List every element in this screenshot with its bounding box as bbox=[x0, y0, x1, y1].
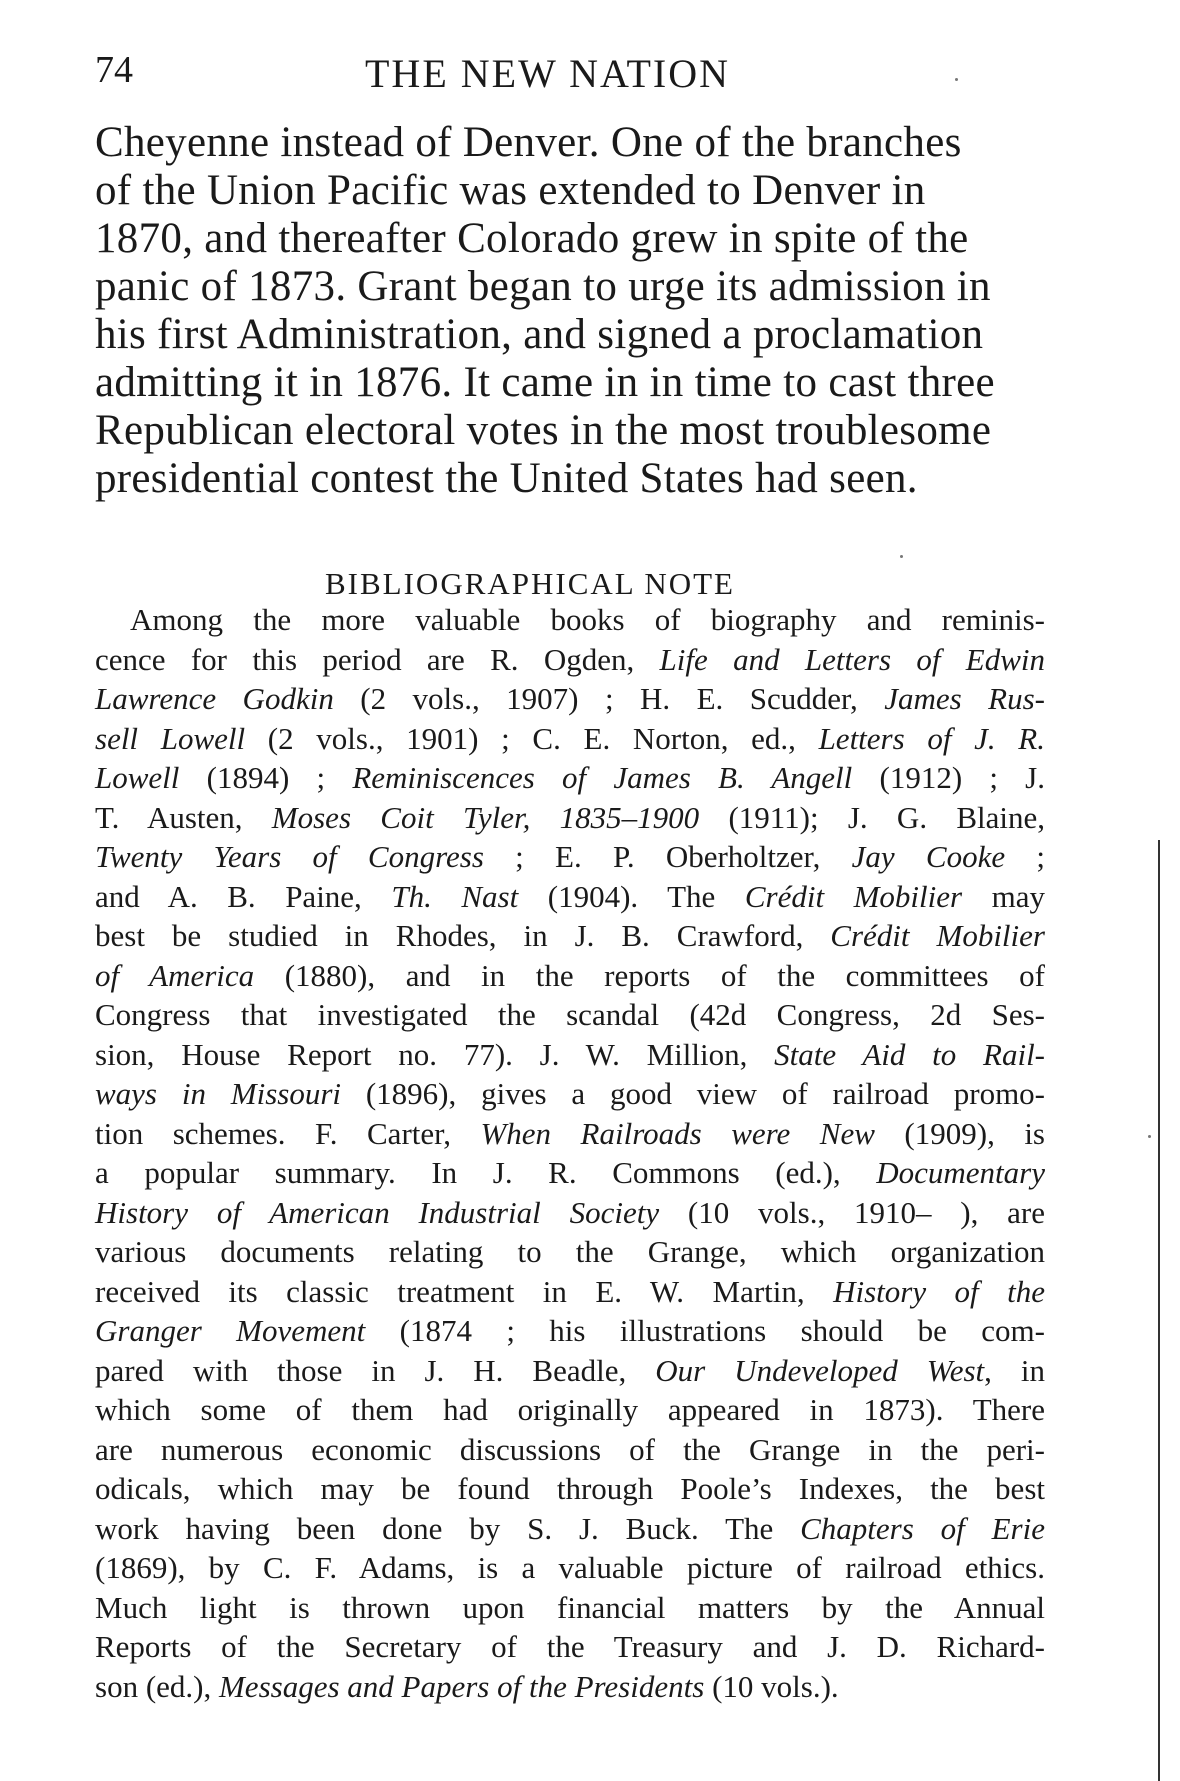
note-line: cence for this period are R. Ogden, Life and Letters of Edwin bbox=[95, 642, 1045, 677]
body-line: presidential contest the United States had seen. bbox=[95, 455, 918, 502]
note-line: History of American Industrial Society (10 vols., 1910– ), are bbox=[95, 1195, 1046, 1230]
note-line: ways in Missouri (1896), gives a good view of railroad promo- bbox=[95, 1076, 1046, 1111]
note-line: Twenty Years of Congress ; E. P. Oberholtzer, Jay Cooke ; bbox=[95, 839, 1046, 874]
note-line: received its classic treatment in E. W. Martin, History of the bbox=[95, 1274, 1045, 1309]
page-number: 74 bbox=[95, 49, 133, 91]
scan-speck bbox=[955, 78, 958, 81]
note-line: pared with those in J. H. Beadle, Our Undeveloped West, in bbox=[95, 1353, 1045, 1388]
note-line: Lowell (1894) ; Reminiscences of James B. Angell (1912) ; J. bbox=[95, 760, 1045, 795]
note-line: odicals, which may be found through Poole’s Indexes, the best bbox=[95, 1471, 1045, 1506]
scan-speck bbox=[900, 555, 903, 558]
note-line: work having been done by S. J. Buck. The Chapters of Erie bbox=[95, 1511, 1045, 1546]
note-line: sion, House Report no. 77). J. W. Million, State Aid to Rail- bbox=[95, 1037, 1046, 1072]
note-line: various documents relating to the Grange, which organization bbox=[95, 1234, 1045, 1269]
note-line: best be studied in Rhodes, in J. B. Crawford, Crédit Mobilier bbox=[95, 918, 1045, 953]
note-line: Reports of the Secretary of the Treasury and J. D. Richard- bbox=[95, 1629, 1045, 1664]
note-line: Lawrence Godkin (2 vols., 1907) ; H. E. Scudder, James Rus- bbox=[95, 681, 1046, 716]
body-line: Cheyenne instead of Denver. One of the branches bbox=[95, 119, 962, 166]
note-line: and A. B. Paine, Th. Nast (1904). The Crédit Mobilier may bbox=[95, 879, 1045, 914]
note-line: a popular summary. In J. R. Commons (ed.), Documentary bbox=[95, 1155, 1045, 1190]
note-line: Congress that investigated the scandal (42d Congress, 2d Ses- bbox=[95, 997, 1045, 1032]
note-line: tion schemes. F. Carter, When Railroads were New (1909), is bbox=[95, 1116, 1045, 1151]
note-line: which some of them had originally appeared in 1873). There bbox=[95, 1392, 1045, 1427]
body-line: his first Administration, and signed a proclamation bbox=[95, 311, 984, 358]
body-line: 1870, and thereafter Colorado grew in spite of the bbox=[95, 215, 969, 262]
scan-speck bbox=[1148, 1135, 1151, 1138]
body-line: panic of 1873. Grant began to urge its admission in bbox=[95, 263, 991, 310]
note-line: T. Austen, Moses Coit Tyler, 1835–1900 (1911); J. G. Blaine, bbox=[95, 800, 1046, 835]
note-line: sell Lowell (2 vols., 1901) ; C. E. Norton, ed., Letters of J. R. bbox=[95, 721, 1045, 756]
note-line: of America (1880), and in the reports of the committees of bbox=[95, 958, 1045, 993]
scan-edge-line bbox=[1158, 840, 1160, 1781]
body-line: Republican electoral votes in the most troublesome bbox=[95, 407, 992, 454]
note-line: Much light is thrown upon financial matters by the Annual bbox=[95, 1590, 1045, 1625]
body-line: of the Union Pacific was extended to Denver in bbox=[95, 167, 926, 214]
body-line: admitting it in 1876. It came in in time to cast three bbox=[95, 359, 995, 406]
note-heading: BIBLIOGRAPHICAL NOTE bbox=[325, 566, 735, 601]
note-line: Among the more valuable books of biography and reminis- bbox=[130, 602, 1045, 637]
note-line: son (ed.), Messages and Papers of the Presidents (10 vols.). bbox=[95, 1669, 839, 1704]
note-line: are numerous economic discussions of the Grange in the peri- bbox=[95, 1432, 1045, 1467]
running-title: THE NEW NATION bbox=[365, 51, 730, 96]
note-line: Granger Movement (1874 ; his illustrations should be com- bbox=[95, 1313, 1045, 1348]
note-line: (1869), by C. F. Adams, is a valuable picture of railroad ethics. bbox=[95, 1550, 1045, 1585]
